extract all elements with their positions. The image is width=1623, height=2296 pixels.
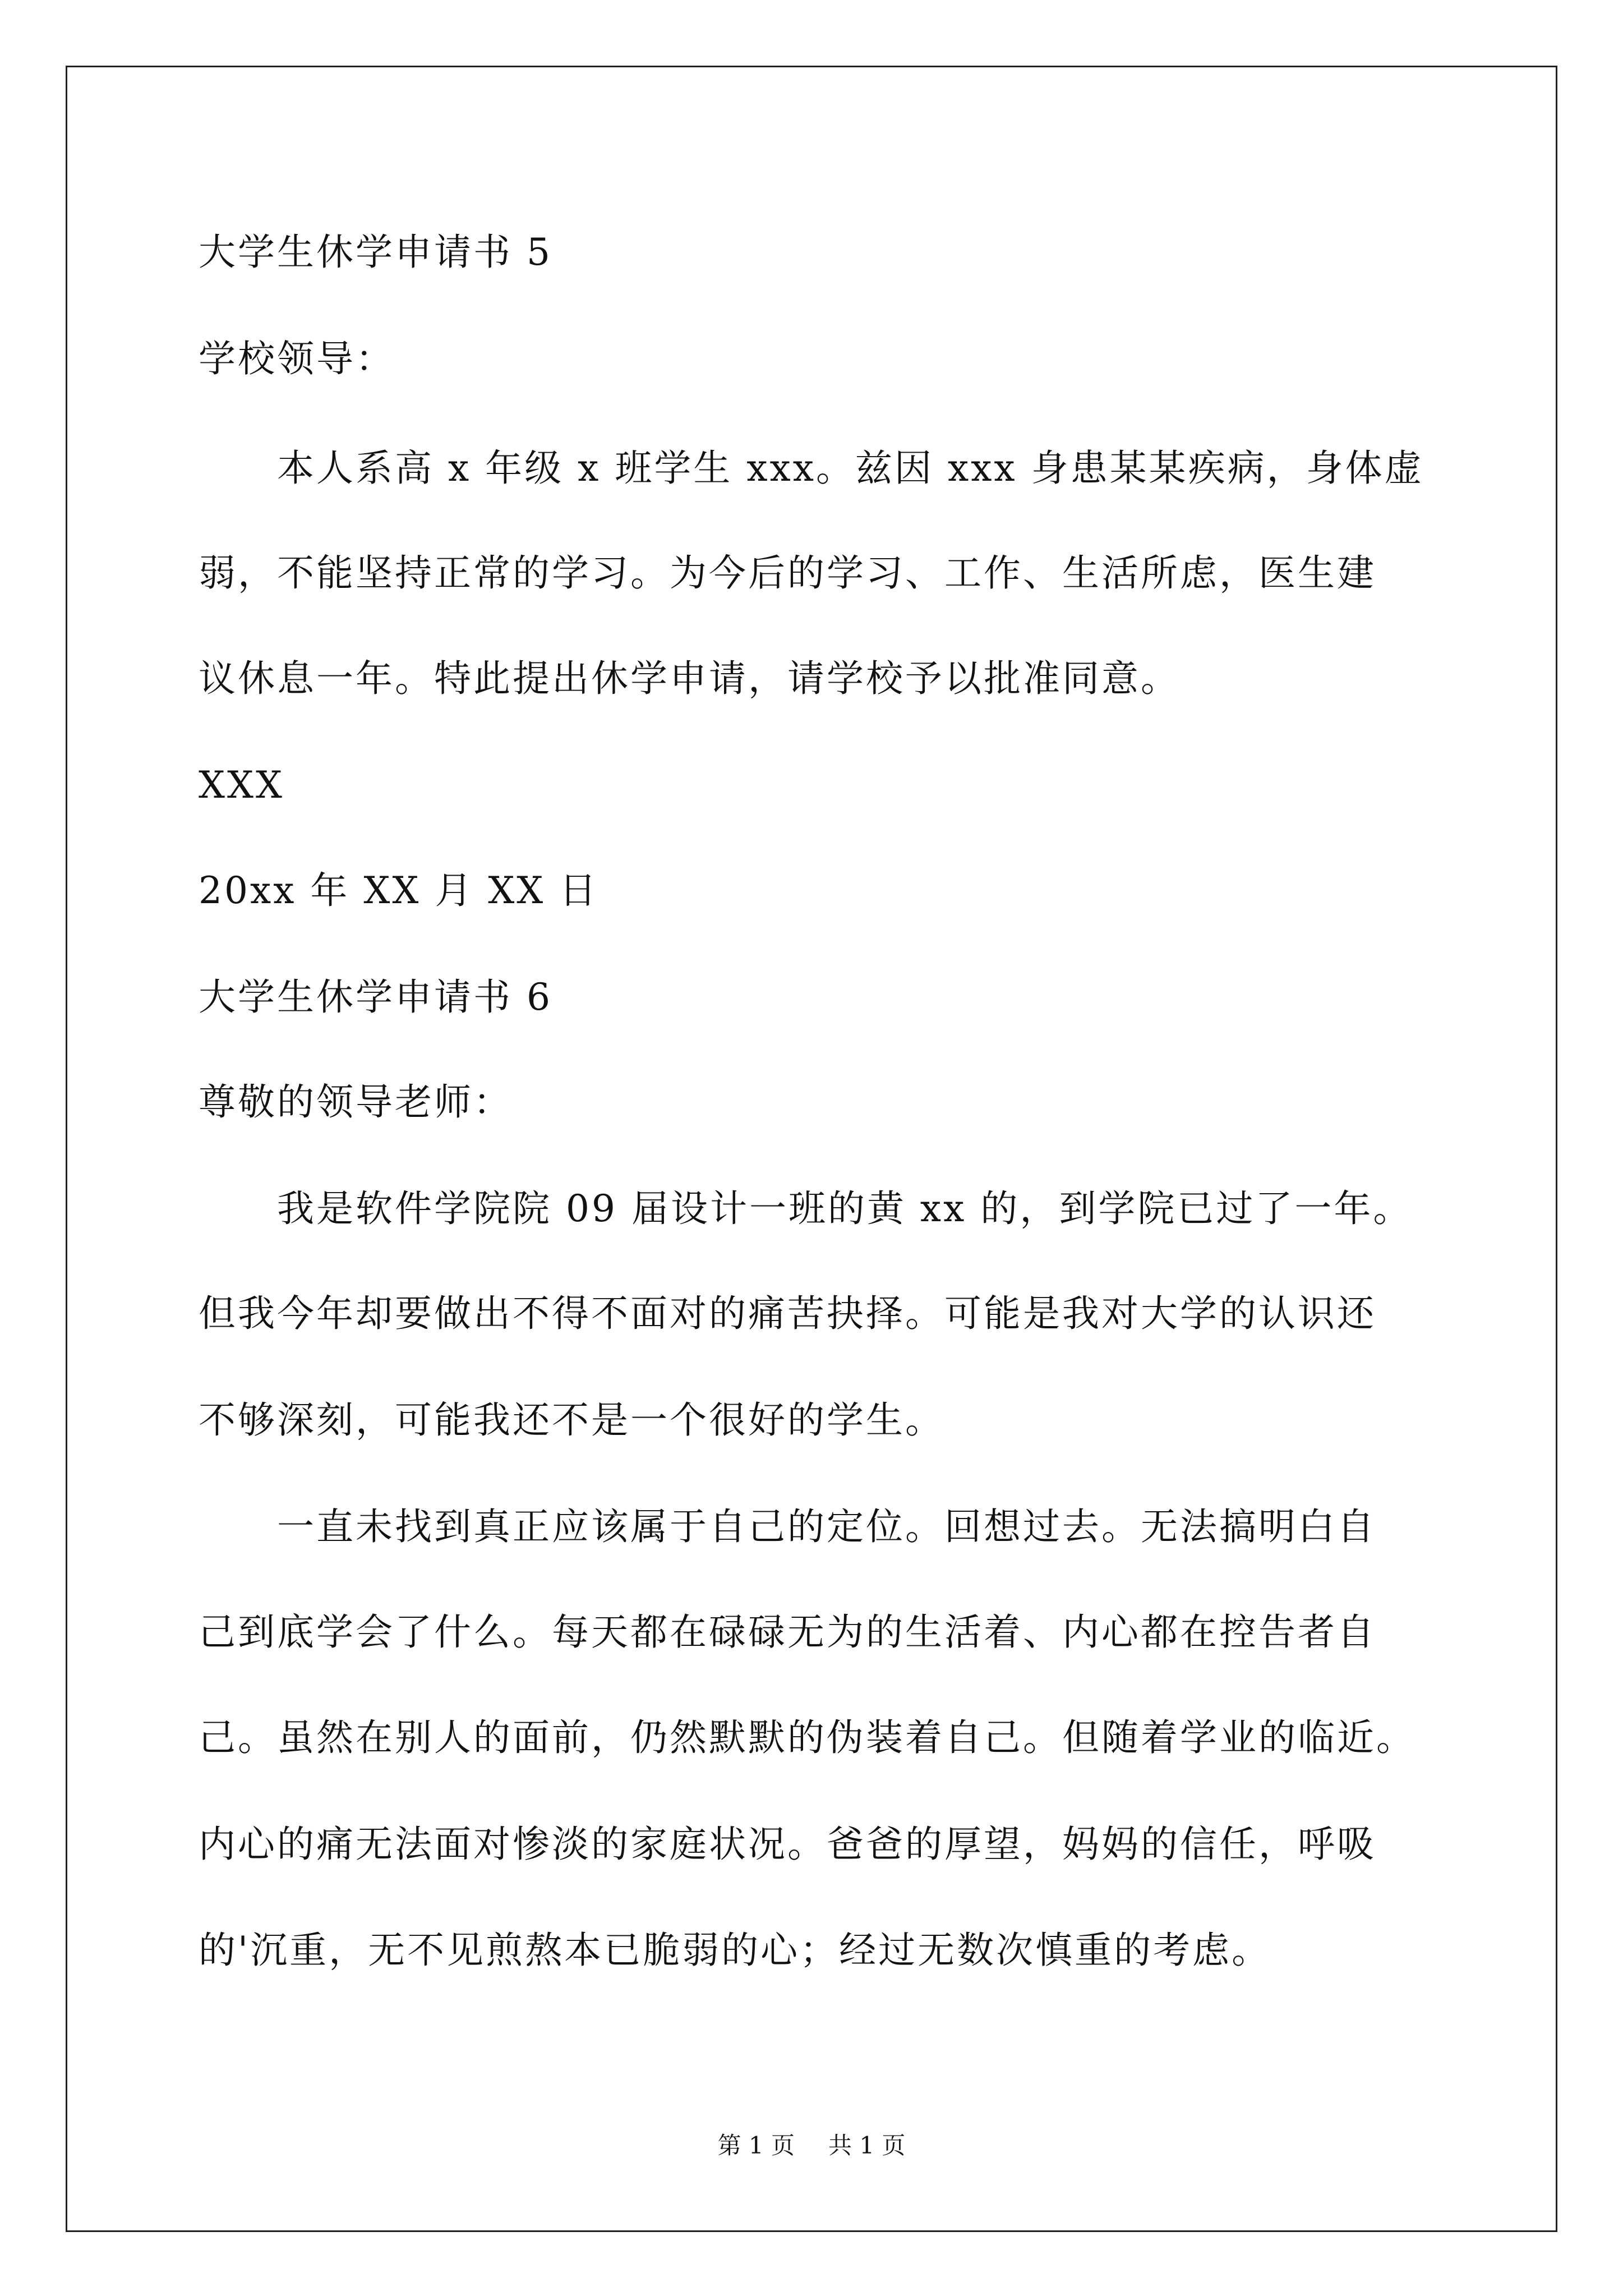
- letter-title-5: 大学生休学申请书 5: [199, 231, 552, 274]
- paragraph-line: 内心的痛无法面对惨淡的家庭状况。爸爸的厚望，妈妈的信任，呼吸: [199, 1823, 1376, 1866]
- salutation-6: 尊敬的领导老师：: [199, 1080, 513, 1124]
- paragraph-line: 不够深刻，可能我还不是一个很好的学生。: [199, 1398, 944, 1442]
- signature-name: XXX: [199, 763, 284, 807]
- paragraph-line: 己。虽然在别人的面前，仍然默默的伪装着自己。但随着学业的临近。: [199, 1716, 1415, 1759]
- paragraph-line: 但我今年却要做出不得不面对的痛苦抉择。可能是我对大学的认识还: [199, 1292, 1376, 1335]
- page-number: 第 1 页: [717, 2132, 795, 2159]
- paragraph-line: 弱，不能坚持正常的学习。为今后的学习、工作、生活所虑，医生建: [199, 551, 1376, 595]
- paragraph-line: 的'沉重，无不见煎熬本已脆弱的心；经过无数次慎重的考虑。: [199, 1929, 1271, 1972]
- letter-title-6: 大学生休学申请书 6: [199, 976, 552, 1019]
- paragraph-line: 议休息一年。特此提出休学申请，请学校予以批准同意。: [199, 657, 1180, 700]
- signature-date: 20xx 年 XX 月 XX 日: [199, 869, 599, 912]
- page-footer: [0, 2132, 1623, 2160]
- paragraph-line: 一直未找到真正应该属于自己的定位。回想过去。无法搞明白自: [277, 1505, 1376, 1548]
- page-count: 共 1 页: [828, 2132, 906, 2159]
- page-border: [66, 66, 1557, 2232]
- salutation-5: 学校领导：: [199, 337, 395, 380]
- paragraph-line: 己到底学会了什么。每天都在碌碌无为的生活着、内心都在控告者自: [199, 1611, 1376, 1654]
- paragraph-line: 本人系高 x 年级 x 班学生 xxx。兹因 xxx 身患某某疾病，身体虚: [277, 447, 1424, 490]
- paragraph-line: 我是软件学院院 09 届设计一班的黄 xx 的，到学院已过了一年。: [277, 1187, 1413, 1230]
